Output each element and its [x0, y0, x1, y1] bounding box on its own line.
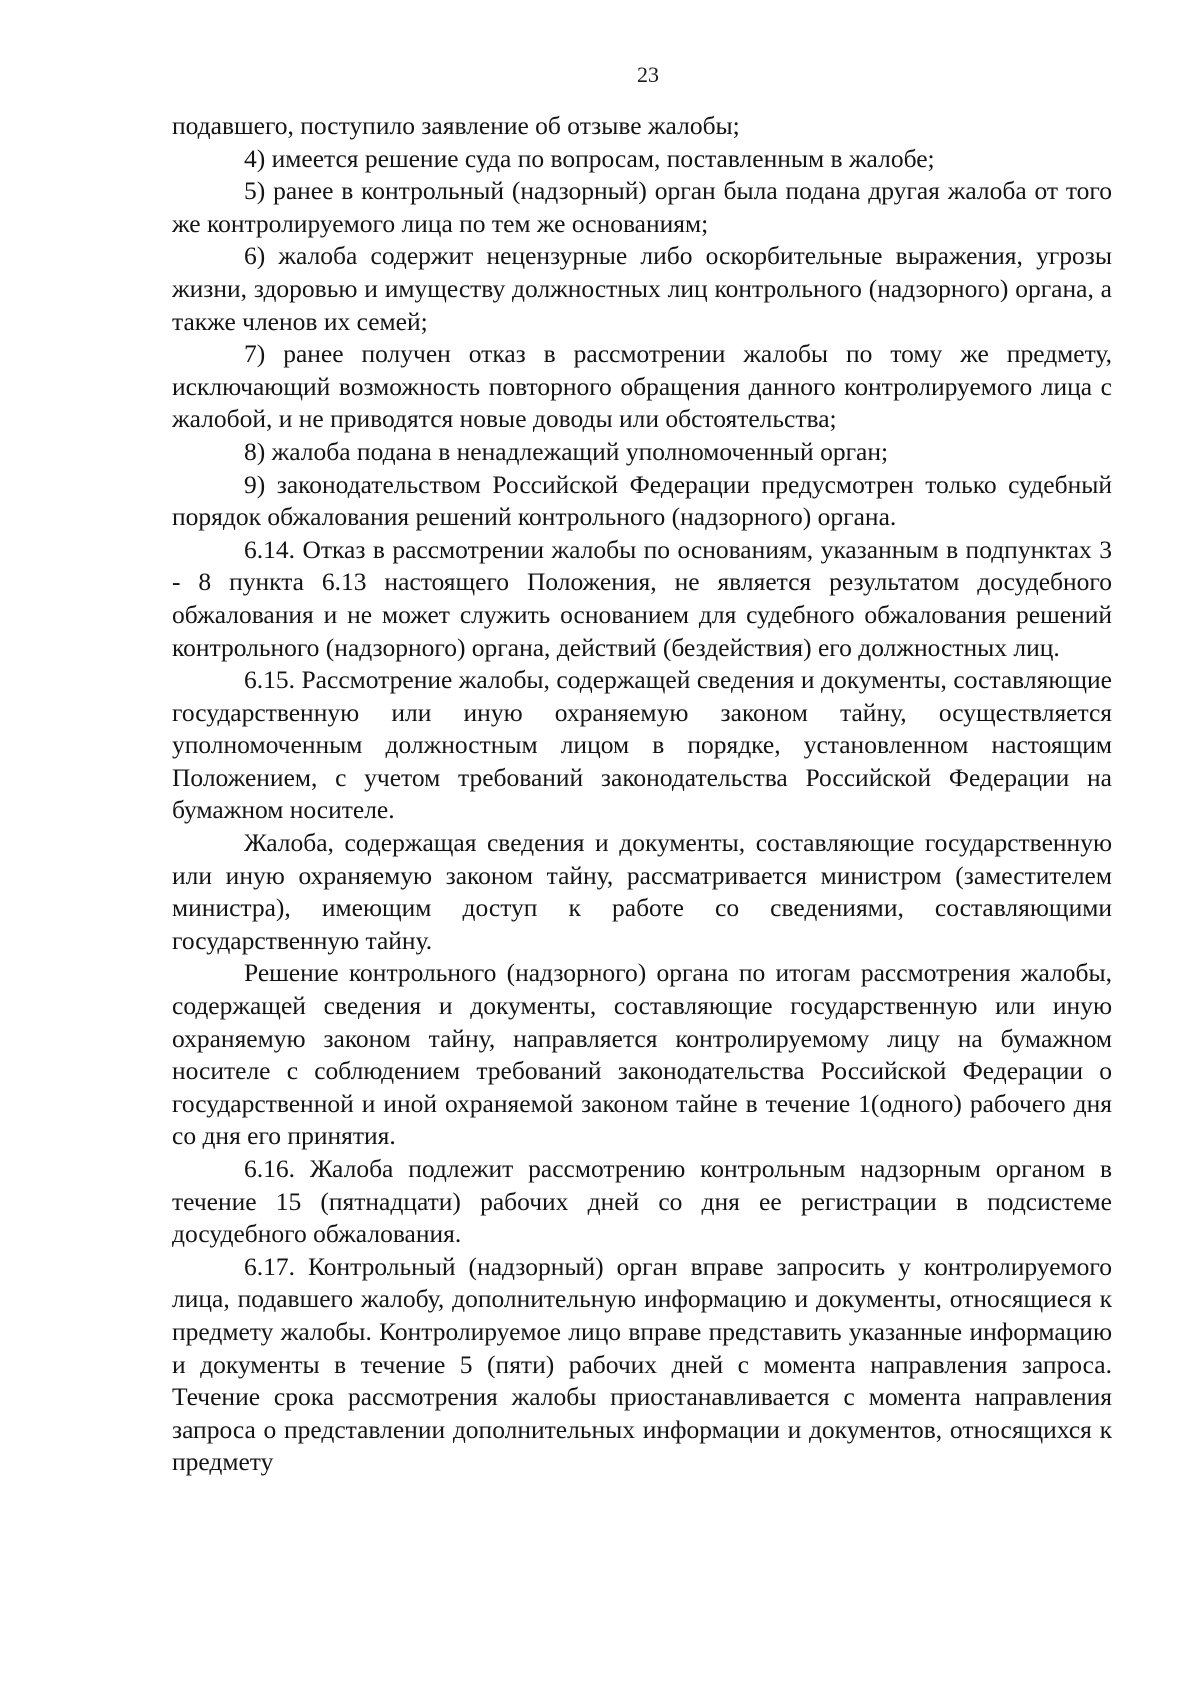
paragraph-item-6: 6) жалоба содержит нецензурные либо оскорбительные выражения, угрозы жизни, здоровью и имуществу должностных лиц контрольного (надзорного) органа, а также членов их семей;	[172, 241, 1112, 336]
paragraph-section-6-17: 6.17. Контрольный (надзорный) орган вправе запросить у контролируемого лица, подавшего жалобу, дополнительную информацию и документы, относящиеся к предмету жалобы. Контролируемое лицо вправе представить указанные информацию и документы в течение 5 (пяти) рабочих дней с момента направления запроса. Течение срока рассмотрения жалобы приостанавливается с момента направления запроса о представлении дополнительных информации и документов, относящихся к предмету	[172, 1251, 1112, 1477]
paragraph-item-4: 4) имеется решение суда по вопросам, поставленным в жалобе;	[244, 143, 935, 173]
paragraph-decision-secret: Решение контрольного (надзорного) органа по итогам рассмотрения жалобы, содержащей сведения и документы, составляющие государственную или иную охраняемую законом тайну, направляется контролируемому лицу на бумажном носителе с соблюдением требований законодательства Российской Федерации о государственной и иной охраняемой законом тайне в течение 1(одного) рабочего дня со дня его принятия.	[172, 958, 1112, 1151]
paragraph-item-8: 8) жалоба подана в ненадлежащий уполномоченный орган;	[244, 436, 889, 466]
document-body	[172, 110, 1112, 1479]
paragraph-complaint-secret: Жалоба, содержащая сведения и документы, составляющие государственную или иную охраняемую законом тайну, рассматривается министром (заместителем министра), имеющим доступ к работе со сведениями, составляющими государственную тайну.	[172, 828, 1112, 955]
paragraph-item-9: 9) законодательством Российской Федерации предусмотрен только судебный порядок обжалования решений контрольного (надзорного) органа.	[172, 469, 1112, 532]
paragraph-section-6-14: 6.14. Отказ в рассмотрении жалобы по основаниям, указанным в подпунктах 3 - 8 пункта 6.13 настоящего Положения, не является результатом досудебного обжалования и не может служить основанием для судебного обжалования решений контрольного (надзорного) органа, действий (бездействия) его должностных лиц.	[172, 534, 1112, 662]
paragraph-item-5: 5) ранее в контрольный (надзорный) орган была подана другая жалоба от того же контролируемого лица по тем же основаниям;	[172, 176, 1112, 238]
paragraph-item-7: 7) ранее получен отказ в рассмотрении жалобы по тому же предмету, исключающий возможность повторного обращения данного контролируемого лица с жалобой, и не приводятся новые доводы или обстоятельства;	[172, 339, 1112, 434]
page-number: 23	[637, 62, 659, 87]
paragraph-section-6-16: 6.16. Жалоба подлежит рассмотрению контрольным надзорным органом в течение 15 (пятнадцати) рабочих дней со дня ее регистрации в подсистеме досудебного обжалования.	[172, 1154, 1112, 1249]
paragraph-continuation: подавшего, поступило заявление об отзыве жалобы;	[172, 111, 740, 140]
paragraph-section-6-15: 6.15. Рассмотрение жалобы, содержащей сведения и документы, составляющие государственную или иную охраняемую законом тайну, осуществляется уполномоченным должностным лицом в порядке, установленном настоящим Положением, с учетом требований законодательства Российской Федерации на бумажном носителе.	[172, 665, 1112, 825]
